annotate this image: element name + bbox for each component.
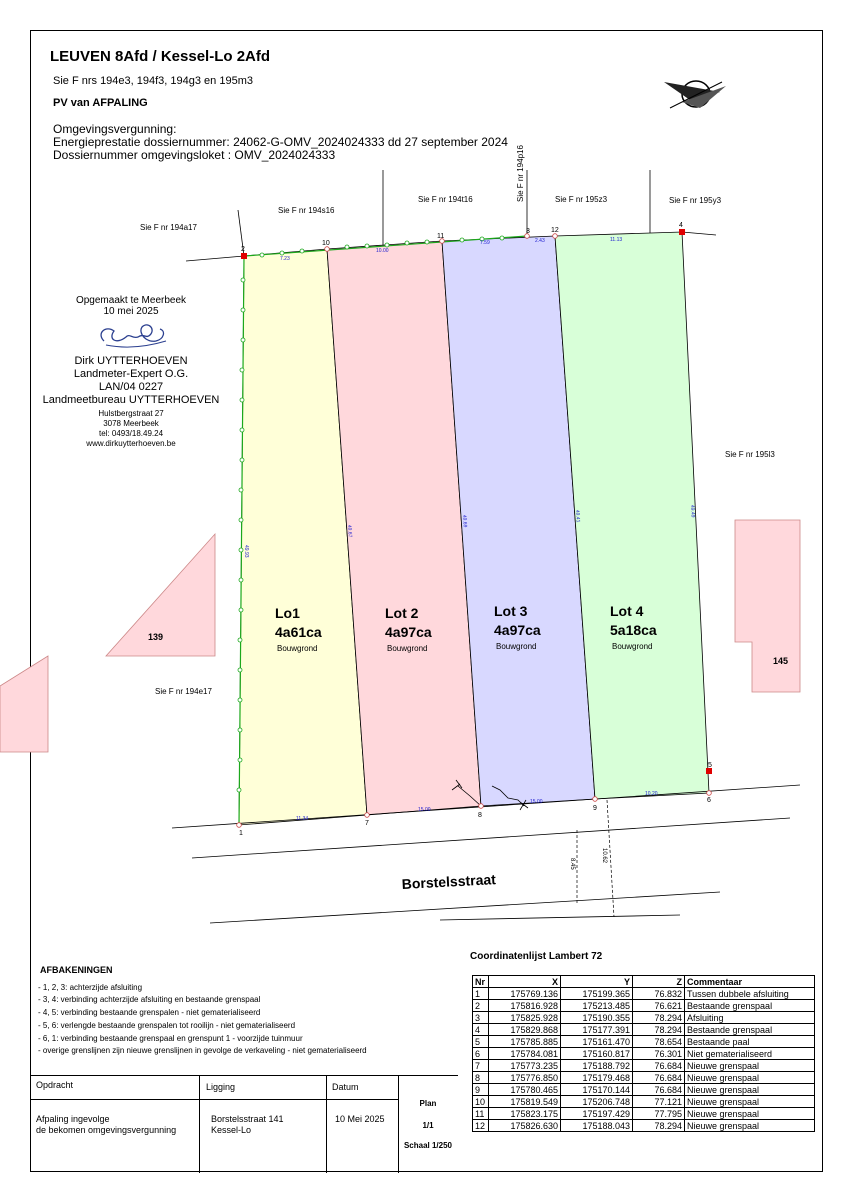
dim-side-4: 49.41 — [574, 509, 581, 523]
parcel-194e17: Sie F nr 194e17 — [155, 687, 212, 696]
cell-z: 77.795 — [633, 1108, 685, 1120]
office-city: 3078 Meerbeek — [103, 419, 159, 428]
legend-title: AFBAKENINGEN — [40, 965, 113, 975]
lot-4-use: Bouwgrond — [612, 642, 653, 651]
cell-x: 175816.928 — [489, 1000, 561, 1012]
point-6-label: 6 — [707, 797, 711, 804]
cell-x: 175784.081 — [489, 1048, 561, 1060]
point-7-label: 7 — [365, 820, 369, 827]
lot-2-name: Lot 2 — [385, 605, 419, 621]
made-date: 10 mei 2025 — [103, 306, 159, 317]
table-row — [473, 1084, 815, 1096]
cell-z: 77.121 — [633, 1096, 685, 1108]
opdracht-line-2: de bekomen omgevingsvergunning — [36, 1125, 177, 1135]
cell-y: 175179.468 — [561, 1072, 633, 1084]
office-street: Hulstbergstraat 27 — [98, 409, 164, 418]
point-4-marker — [679, 229, 685, 235]
cell-y: 175188.792 — [561, 1060, 633, 1072]
col-z: Z — [633, 976, 685, 988]
dim-side-3: 49.69 — [461, 514, 468, 528]
point-2-label: 2 — [241, 246, 245, 253]
coordinates-table — [472, 975, 815, 1132]
cell-comment: Nieuwe grenspaal — [685, 1120, 815, 1132]
point-9-label: 9 — [593, 805, 597, 812]
page-subtitle: Sie F nrs 194e3, 194f3, 194g3 en 195m3 — [53, 75, 253, 87]
legend-item: - overige grenslijnen zijn nieuwe grenslijnen in gevolge de verkaveling - niet gematerialiseerd — [38, 1046, 367, 1055]
cell-comment: Tussen dubbele afsluiting — [685, 988, 815, 1000]
cell-nr: 3 — [473, 1012, 489, 1024]
parcel-194p16: Sie F nr 194p16 — [516, 145, 525, 202]
lot-3-name: Lot 3 — [494, 603, 528, 619]
cell-z: 78.654 — [633, 1036, 685, 1048]
lot-2-size: 4a97ca — [385, 624, 432, 640]
point-4-label: 4 — [679, 222, 683, 229]
point-8-marker — [479, 804, 484, 809]
plan-number: 1/1 — [422, 1121, 434, 1130]
table-row — [473, 1060, 815, 1072]
dim-bot-1: 11.34 — [296, 816, 309, 822]
point-5-label: 5 — [708, 762, 712, 769]
house-number-139: 139 — [148, 632, 164, 642]
point-10-marker — [325, 247, 330, 252]
lot-3-size: 4a97ca — [494, 622, 541, 638]
cell-z: 76.621 — [633, 1000, 685, 1012]
office-web: www.dirkuytterhoeven.be — [86, 439, 176, 448]
dim-road-2: 10.62 — [601, 848, 607, 864]
point-10-label: 10 — [322, 240, 330, 247]
cell-x: 175826.630 — [489, 1120, 561, 1132]
cell-x: 175776.850 — [489, 1072, 561, 1084]
table-row — [473, 1108, 815, 1120]
cell-z: 76.684 — [633, 1072, 685, 1084]
datum-label: Datum — [332, 1082, 359, 1092]
table-header-row — [473, 976, 815, 988]
cell-comment: Bestaande grenspaal — [685, 1024, 815, 1036]
parcel-194t16: Sie F nr 194t16 — [418, 195, 473, 204]
point-12-marker — [553, 234, 558, 239]
cell-x: 175829.868 — [489, 1024, 561, 1036]
dim-road-1: 8.45 — [569, 858, 575, 870]
cell-nr: 2 — [473, 1000, 489, 1012]
legend-item: - 5, 6: verlengde bestaande grenspalen tot rooilijn - niet gematerialiseerd — [38, 1021, 296, 1030]
cell-y: 175190.355 — [561, 1012, 633, 1024]
cell-x: 175823.175 — [489, 1108, 561, 1120]
title-block — [30, 1075, 458, 1172]
dim-bot-3: 15.00 — [530, 799, 543, 805]
cell-x: 175785.885 — [489, 1036, 561, 1048]
legend-item: - 3, 4: verbinding achterzijde afsluiting en bestaande grenspaal — [38, 995, 261, 1004]
cell-comment: Nieuwe grenspaal — [685, 1096, 815, 1108]
lot-1-use: Bouwgrond — [277, 644, 318, 653]
cell-z: 76.301 — [633, 1048, 685, 1060]
cell-nr: 9 — [473, 1084, 489, 1096]
coordinates-title: Coordinatenlijst Lambert 72 — [470, 951, 603, 962]
pv-title: PV van AFPALING — [53, 97, 148, 109]
legend-item: - 4, 5: verbinding bestaande grenspalen - niet gematerialiseerd — [38, 1008, 261, 1017]
parcel-194a17: Sie F nr 194a17 — [140, 223, 197, 232]
cell-y: 175170.144 — [561, 1084, 633, 1096]
cell-comment: Bestaande paal — [685, 1036, 815, 1048]
permit-epb: Energieprestatie dossiernummer: 24062-G-OMV_2024024333 dd 27 september 2024 — [53, 135, 508, 149]
dim-top-5: 11.13 — [610, 237, 623, 243]
point-3-label: 3 — [526, 228, 530, 235]
parcel-195l3: Sie F nr 195l3 — [725, 450, 775, 459]
table-row — [473, 1024, 815, 1036]
lot-2-use: Bouwgrond — [387, 644, 428, 653]
cell-comment: Afsluiting — [685, 1012, 815, 1024]
house-145-building — [735, 520, 800, 692]
parcel-195z3: Sie F nr 195z3 — [555, 195, 608, 204]
cell-nr: 12 — [473, 1120, 489, 1132]
cell-nr: 4 — [473, 1024, 489, 1036]
cell-comment: Nieuwe grenspaal — [685, 1084, 815, 1096]
cell-nr: 5 — [473, 1036, 489, 1048]
cell-nr: 11 — [473, 1108, 489, 1120]
dim-top-1: 7.23 — [280, 256, 290, 262]
cell-z: 76.684 — [633, 1060, 685, 1072]
point-7-marker — [365, 813, 370, 818]
point-8-label: 8 — [478, 812, 482, 819]
cell-z: 78.294 — [633, 1024, 685, 1036]
lot-1-size: 4a61ca — [275, 624, 322, 640]
cell-nr: 6 — [473, 1048, 489, 1060]
coordinates-body — [473, 988, 815, 1132]
permit-dossier: Dossiernummer omgevingsloket : OMV_2024024333 — [53, 148, 336, 162]
road-dimension-labels — [569, 848, 607, 870]
cell-nr: 7 — [473, 1060, 489, 1072]
surveyor-role: Landmeter-Expert O.G. — [73, 368, 189, 380]
street-name: Borstelsstraat — [401, 871, 497, 892]
cell-y: 175213.485 — [561, 1000, 633, 1012]
plan-scale: Schaal 1/250 — [403, 1141, 453, 1150]
table-row — [473, 988, 815, 1000]
cell-x: 175819.549 — [489, 1096, 561, 1108]
lot-1-name: Lo1 — [275, 605, 300, 621]
cell-comment: Nieuwe grenspaal — [685, 1060, 815, 1072]
cell-comment: Nieuwe grenspaal — [685, 1108, 815, 1120]
dim-side-1: 49.93 — [243, 545, 249, 558]
cell-x: 175773.235 — [489, 1060, 561, 1072]
cell-y: 175161.470 — [561, 1036, 633, 1048]
surveyor-name: Dirk UYTTERHOEVEN — [74, 355, 188, 367]
point-1-label: 1 — [239, 830, 243, 837]
opdracht-label: Opdracht — [36, 1080, 74, 1090]
cell-z: 76.684 — [633, 1084, 685, 1096]
datum-value: 10 Mei 2025 — [335, 1114, 385, 1124]
cell-nr: 1 — [473, 988, 489, 1000]
table-row — [473, 1120, 815, 1132]
dim-top-2: 10.00 — [376, 248, 389, 254]
dim-side-5: 49.49 — [689, 504, 696, 518]
cell-comment: Bestaande grenspaal — [685, 1000, 815, 1012]
col-x: X — [489, 976, 561, 988]
point-9-marker — [593, 797, 598, 802]
cell-nr: 8 — [473, 1072, 489, 1084]
page-title: LEUVEN 8Afd / Kessel-Lo 2Afd — [50, 48, 271, 65]
neighbour-building-left — [0, 656, 48, 752]
col-nr: Nr — [473, 976, 489, 988]
dim-side-2: 49.67 — [346, 524, 353, 538]
point-12-label: 12 — [551, 227, 559, 234]
made-at: Opgemaakt te Meerbeek — [75, 295, 187, 306]
col-comment: Commentaar — [685, 976, 815, 988]
table-row — [473, 1000, 815, 1012]
cell-y: 175160.817 — [561, 1048, 633, 1060]
cell-y: 175206.748 — [561, 1096, 633, 1108]
cell-z: 76.832 — [633, 988, 685, 1000]
ligging-label: Ligging — [206, 1082, 236, 1092]
surveyor-office: Landmeetbureau UYTTERHOEVEN — [42, 394, 220, 406]
office-tel: tel: 0493/18.49.24 — [98, 429, 164, 438]
cell-x: 175825.928 — [489, 1012, 561, 1024]
cell-z: 78.294 — [633, 1120, 685, 1132]
cell-y: 175188.043 — [561, 1120, 633, 1132]
ligging-line-2: Kessel-Lo — [211, 1125, 252, 1135]
cell-y: 175199.365 — [561, 988, 633, 1000]
parcel-194s16: Sie F nr 194s16 — [278, 206, 335, 215]
table-row — [473, 1048, 815, 1060]
ligging-line-1: Borstelsstraat 141 — [211, 1114, 284, 1124]
opdracht-line-1: Afpaling ingevolge — [36, 1114, 110, 1124]
table-row — [473, 1096, 815, 1108]
col-y: Y — [561, 976, 633, 988]
cell-y: 175177.391 — [561, 1024, 633, 1036]
dim-top-3: 7.59 — [480, 240, 490, 246]
cell-y: 175197.429 — [561, 1108, 633, 1120]
cell-comment: Nieuwe grenspaal — [685, 1072, 815, 1084]
lot-4-name: Lot 4 — [610, 603, 644, 619]
table-row — [473, 1012, 815, 1024]
lot-3-use: Bouwgrond — [496, 642, 537, 651]
cell-comment: Niet gematerialiseerd — [685, 1048, 815, 1060]
cell-x: 175769.136 — [489, 988, 561, 1000]
cell-x: 175780.465 — [489, 1084, 561, 1096]
legend-item: - 6, 1: verbinding bestaande grenspaal en grenspunt 1 - voorzijde tuinmuur — [38, 1034, 303, 1043]
table-row — [473, 1072, 815, 1084]
point-11-label: 11 — [437, 233, 445, 240]
permit-label: Omgevingsvergunning: — [53, 122, 177, 136]
cell-nr: 10 — [473, 1096, 489, 1108]
point-6-marker — [707, 791, 712, 796]
point-2-marker — [241, 253, 247, 259]
dim-top-4: 2.43 — [535, 238, 545, 244]
dim-bot-4: 10.20 — [645, 791, 658, 797]
dim-bot-2: 15.00 — [418, 807, 431, 813]
lot-4-size: 5a18ca — [610, 622, 657, 638]
cell-z: 78.294 — [633, 1012, 685, 1024]
surveyor-lan: LAN/04 0227 — [98, 381, 164, 393]
point-1-marker — [237, 823, 242, 828]
house-number-145: 145 — [773, 656, 789, 666]
parcel-195y3: Sie F nr 195y3 — [669, 196, 722, 205]
legend-item: - 1, 2, 3: achterzijde afsluiting — [38, 983, 143, 992]
plan-label: Plan — [419, 1099, 437, 1108]
table-row — [473, 1036, 815, 1048]
